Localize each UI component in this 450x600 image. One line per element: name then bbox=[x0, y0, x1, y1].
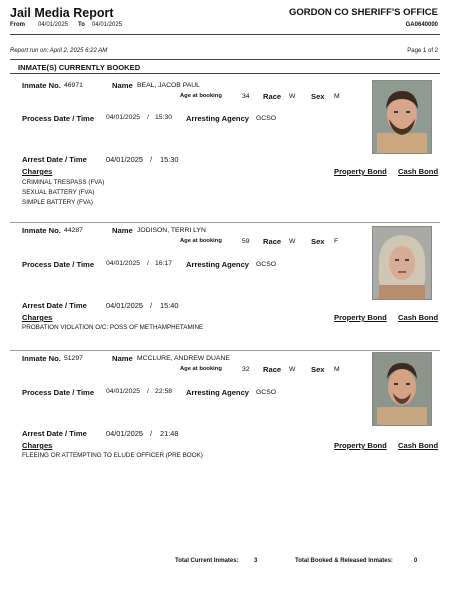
to-date: 04/01/2025 bbox=[92, 22, 123, 28]
total-current-value: 3 bbox=[254, 558, 258, 564]
section-title: INMATE(S) CURRENTLY BOOKED bbox=[18, 63, 141, 72]
sex-label: Sex bbox=[311, 92, 325, 101]
total-released-value: 0 bbox=[414, 558, 418, 564]
inmate-no-value: 51297 bbox=[64, 355, 83, 362]
office-code: GA0640000 bbox=[405, 22, 438, 28]
inmate-name: JODISON, TERRI LYN bbox=[137, 227, 206, 234]
sex-value: M bbox=[334, 366, 340, 373]
property-bond-label: Property Bond bbox=[334, 441, 387, 450]
charges-label: Charges bbox=[22, 313, 53, 322]
inmate-name: BEAL, JACOB PAUL bbox=[137, 82, 200, 89]
charges-label: Charges bbox=[22, 441, 53, 450]
inmate-no-value: 46971 bbox=[64, 82, 83, 89]
cash-bond-label: Cash Bond bbox=[398, 167, 439, 176]
arrest-time: 21:48 bbox=[160, 429, 179, 438]
record-divider bbox=[10, 350, 440, 351]
process-time: 15:30 bbox=[155, 114, 173, 121]
process-date: 04/01/2025 bbox=[106, 388, 141, 395]
slash: / bbox=[150, 301, 153, 310]
name-label: Name bbox=[112, 354, 133, 363]
sex-value: M bbox=[334, 93, 340, 100]
arresting-agency-label: Arresting Agency bbox=[186, 260, 250, 269]
cash-bond-label: Cash Bond bbox=[398, 313, 439, 322]
arrest-time: 15:40 bbox=[160, 301, 179, 310]
slash: / bbox=[147, 114, 149, 121]
arrest-date: 04/01/2025 bbox=[106, 301, 143, 310]
total-current-label: Total Current Inmates: bbox=[175, 558, 239, 564]
charges-list bbox=[22, 178, 104, 208]
inmate-photo bbox=[372, 80, 432, 154]
inmate-name: MCCLURE, ANDREW DUANE bbox=[137, 355, 230, 362]
race-value: W bbox=[289, 93, 296, 100]
process-time: 16:17 bbox=[155, 260, 173, 267]
section-bottom-rule bbox=[10, 73, 440, 74]
sex-value: F bbox=[334, 238, 339, 245]
sex-label: Sex bbox=[311, 365, 325, 374]
age-value: 32 bbox=[242, 366, 250, 373]
inmate-no-label: Inmate No. bbox=[22, 81, 61, 90]
process-date: 04/01/2025 bbox=[106, 114, 141, 121]
age-value: 34 bbox=[242, 93, 250, 100]
race-label: Race bbox=[263, 365, 282, 374]
arrest-time: 15:30 bbox=[160, 155, 179, 164]
header-divider bbox=[10, 34, 440, 35]
process-date-label: Process Date / Time bbox=[22, 388, 95, 397]
arrest-date-label: Arrest Date / Time bbox=[22, 155, 87, 164]
arresting-agency-label: Arresting Agency bbox=[186, 388, 250, 397]
property-bond-label: Property Bond bbox=[334, 313, 387, 322]
from-date: 04/01/2025 bbox=[38, 22, 69, 28]
charge-item: SIMPLE BATTERY (FVA) bbox=[22, 199, 93, 206]
charges-list bbox=[22, 323, 203, 333]
charge-item: SEXUAL BATTERY (FVA) bbox=[22, 189, 95, 196]
inmate-no-label: Inmate No. bbox=[22, 226, 61, 235]
office-name: GORDON CO SHERIFF'S OFFICE bbox=[289, 7, 438, 18]
from-label: From bbox=[10, 22, 25, 28]
age-label: Age at booking bbox=[180, 238, 222, 244]
record-divider bbox=[10, 222, 440, 223]
cash-bond-label: Cash Bond bbox=[398, 441, 439, 450]
name-label: Name bbox=[112, 81, 133, 90]
arresting-agency: GCSO bbox=[256, 115, 277, 122]
page-number: Page 1 of 2 bbox=[407, 48, 438, 54]
report-title: Jail Media Report bbox=[10, 6, 114, 20]
inmate-photo bbox=[372, 226, 432, 300]
age-label: Age at booking bbox=[180, 93, 222, 99]
arrest-date-label: Arrest Date / Time bbox=[22, 429, 87, 438]
to-label: To bbox=[78, 22, 85, 28]
arresting-agency-label: Arresting Agency bbox=[186, 114, 250, 123]
process-date: 04/01/2025 bbox=[106, 260, 141, 267]
arresting-agency: GCSO bbox=[256, 261, 277, 268]
property-bond-label: Property Bond bbox=[334, 167, 387, 176]
charges-label: Charges bbox=[22, 167, 53, 176]
charge-item: CRIMINAL TRESPASS (FVA) bbox=[22, 179, 105, 186]
slash: / bbox=[147, 260, 149, 267]
arrest-date-label: Arrest Date / Time bbox=[22, 301, 87, 310]
inmate-no-value: 44287 bbox=[64, 227, 83, 234]
race-value: W bbox=[289, 238, 296, 245]
age-label: Age at booking bbox=[180, 366, 222, 372]
total-released-label: Total Booked & Released Inmates: bbox=[295, 558, 393, 564]
process-date-label: Process Date / Time bbox=[22, 114, 95, 123]
charge-item: PROBATION VIOLATION O/C: POSS OF METHAMPHETAMINE bbox=[22, 324, 204, 331]
slash: / bbox=[150, 155, 153, 164]
age-value: 59 bbox=[242, 238, 250, 245]
process-time: 22:58 bbox=[155, 388, 173, 395]
section-top-rule bbox=[10, 59, 440, 60]
charges-list bbox=[22, 451, 203, 461]
arrest-date: 04/01/2025 bbox=[106, 429, 143, 438]
race-value: W bbox=[289, 366, 296, 373]
name-label: Name bbox=[112, 226, 133, 235]
sex-label: Sex bbox=[311, 237, 325, 246]
process-date-label: Process Date / Time bbox=[22, 260, 95, 269]
race-label: Race bbox=[263, 237, 282, 246]
report-run-on: Report run on: April 2, 2025 6:22 AM bbox=[10, 48, 108, 54]
arrest-date: 04/01/2025 bbox=[106, 155, 143, 164]
inmate-photo bbox=[372, 352, 432, 426]
slash: / bbox=[150, 429, 153, 438]
race-label: Race bbox=[263, 92, 282, 101]
charge-item: FLEEING OR ATTEMPTING TO ELUDE OFFICER (PRE BOOK) bbox=[22, 452, 203, 459]
arresting-agency: GCSO bbox=[256, 389, 277, 396]
slash: / bbox=[147, 388, 149, 395]
inmate-no-label: Inmate No. bbox=[22, 354, 61, 363]
